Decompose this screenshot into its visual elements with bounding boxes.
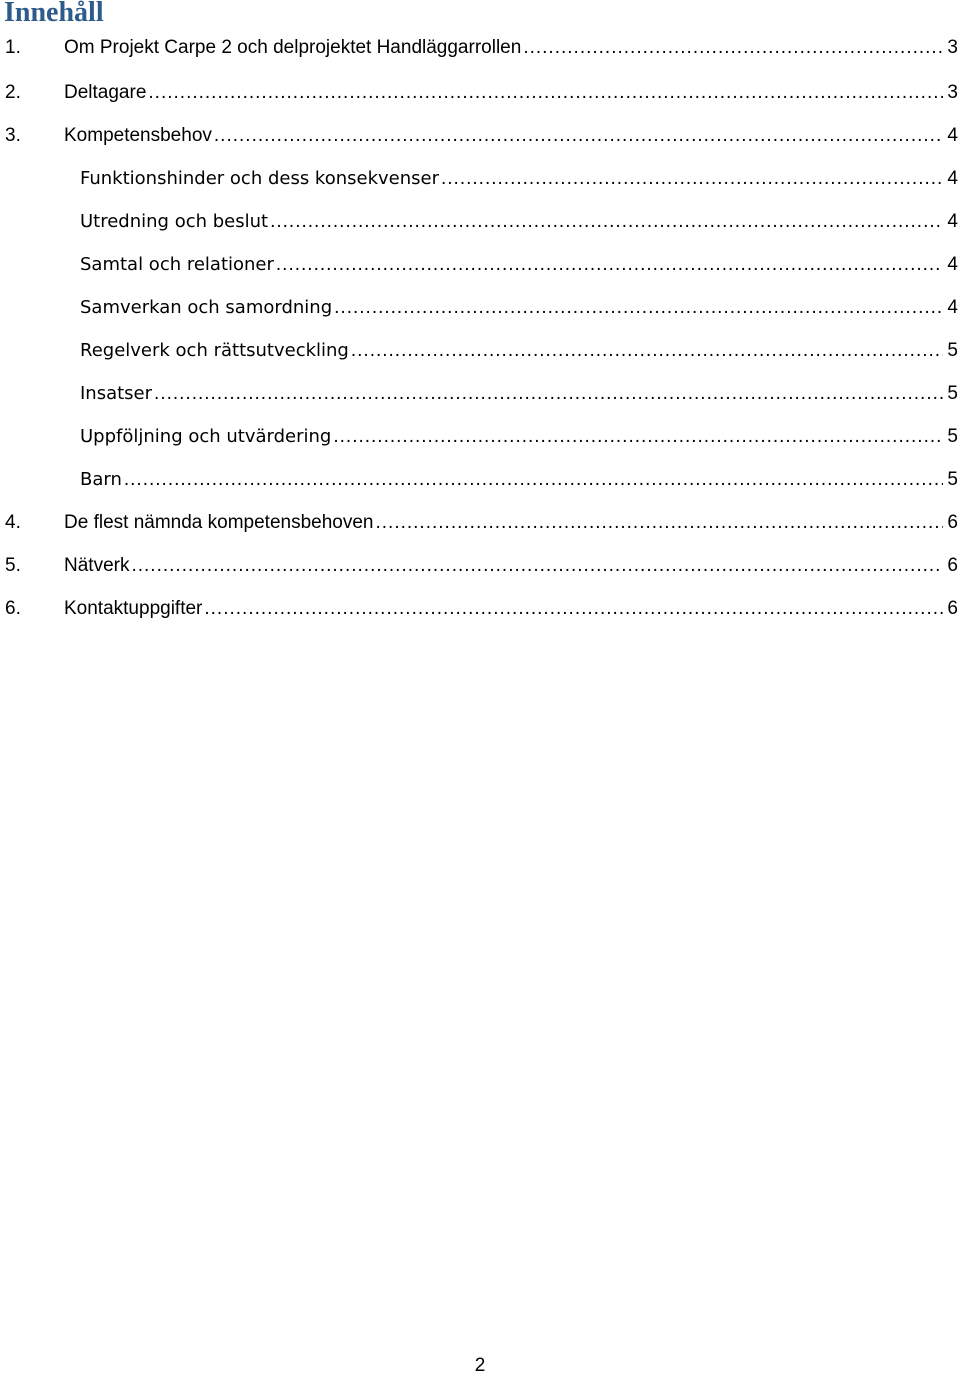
toc-subentry-funktionshinder[interactable]: [0, 157, 960, 200]
toc-entry-number: 4.: [5, 511, 21, 533]
toc-entry-number: 1.: [5, 36, 21, 58]
toc-entry-label: Regelverk och rättsutveckling: [80, 340, 349, 361]
toc-entry-label: Nätverk: [64, 554, 130, 576]
toc-entry-number: 6.: [5, 597, 21, 619]
toc-entry-page: 6: [947, 554, 958, 576]
toc-entry-label: Kompetensbehov: [64, 124, 212, 146]
toc-entry-page: 5: [947, 468, 958, 490]
dot-leader: [523, 37, 943, 59]
toc-entry-page: 6: [947, 597, 958, 619]
toc-subentry-barn[interactable]: [0, 458, 960, 501]
toc-entry-page: 5: [947, 382, 958, 404]
toc-entry-label: Uppföljning och utvärdering: [80, 426, 332, 447]
dot-leader: [334, 297, 943, 319]
dot-leader: [375, 512, 943, 534]
toc-entry-label: Kontaktuppgifter: [64, 597, 203, 619]
toc-entry-2[interactable]: [0, 71, 960, 114]
dot-leader: [214, 125, 944, 147]
dot-leader: [333, 426, 943, 448]
dot-leader: [276, 254, 944, 276]
toc-entry-number: 2.: [5, 81, 21, 103]
toc-entry-page: 4: [947, 124, 958, 146]
toc-subentry-uppfoljning[interactable]: [0, 415, 960, 458]
toc-title: Innehåll: [4, 0, 104, 28]
toc-subentry-utredning[interactable]: [0, 200, 960, 243]
dot-leader: [131, 555, 943, 577]
toc-entry-page: 4: [947, 167, 958, 189]
toc-subentry-samtal[interactable]: [0, 243, 960, 286]
dot-leader: [351, 340, 944, 362]
page-number: 2: [474, 1355, 486, 1376]
toc-entry-label: Barn: [80, 469, 122, 490]
toc-entry-label: Samtal och relationer: [80, 254, 274, 275]
dot-leader: [148, 82, 943, 104]
toc-entry-label: Deltagare: [64, 81, 147, 103]
toc-entry-5[interactable]: [0, 544, 960, 587]
dot-leader: [204, 598, 943, 620]
toc-entry-3[interactable]: [0, 114, 960, 157]
toc-entry-label: Funktionshinder och dess konsekvenser: [80, 168, 439, 189]
toc-entry-page: 3: [947, 81, 958, 103]
toc-entry-number: 3.: [5, 124, 21, 146]
toc-entry-page: 4: [947, 253, 958, 275]
dot-leader: [441, 168, 943, 190]
toc-entry-page: 5: [947, 339, 958, 361]
toc-subentry-samverkan[interactable]: [0, 286, 960, 329]
toc-entry-6[interactable]: [0, 587, 960, 630]
toc-entry-4[interactable]: [0, 501, 960, 544]
toc-entry-label: Om Projekt Carpe 2 och delprojektet Handläggarrollen: [64, 36, 522, 58]
toc-entry-page: 6: [947, 511, 958, 533]
toc-entry-number: 5.: [5, 554, 21, 576]
toc-subentry-insatser[interactable]: [0, 372, 960, 415]
toc-entry-label: Utredning och beslut: [80, 211, 269, 232]
dot-leader: [154, 383, 943, 405]
dot-leader: [270, 211, 943, 233]
toc-entry-page: 4: [947, 210, 958, 232]
toc-subentry-regelverk[interactable]: [0, 329, 960, 372]
dot-leader: [124, 469, 944, 491]
toc-entry-1[interactable]: [0, 26, 960, 69]
toc-entry-label: De flest nämnda kompetensbehoven: [64, 511, 374, 533]
toc-entry-page: 5: [947, 425, 958, 447]
toc-entry-label: Samverkan och samordning: [80, 297, 333, 318]
toc-entry-page: 4: [947, 296, 958, 318]
toc-entry-label: Insatser: [80, 383, 153, 404]
toc-entry-page: 3: [947, 36, 958, 58]
